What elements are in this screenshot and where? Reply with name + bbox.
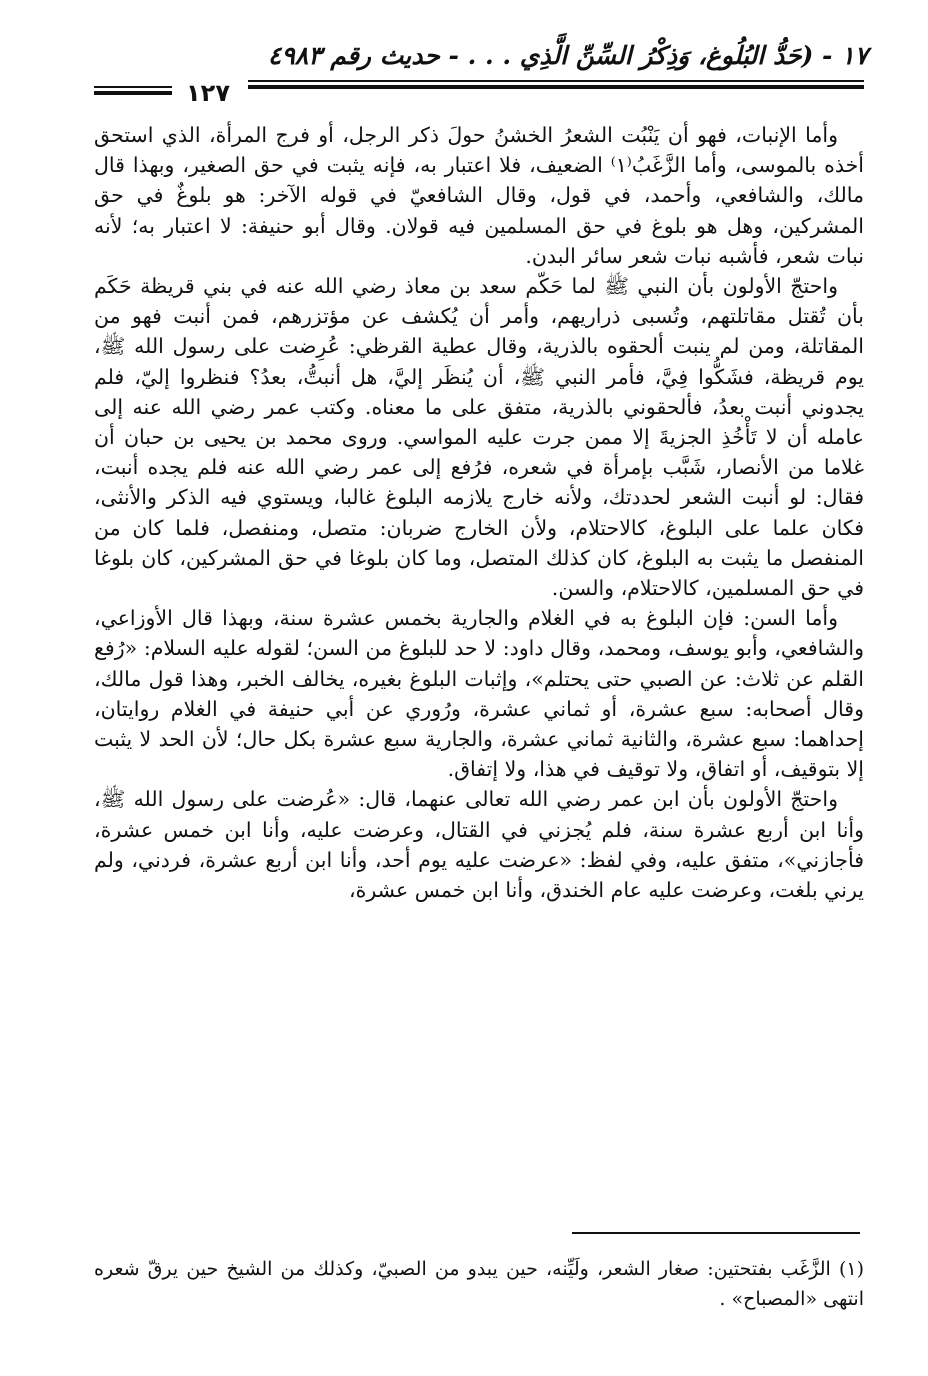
paragraph-1: وأما الإنبات، فهو أن يَنْبُت الشعرُ الخشنُ حولَ ذكر الرجل، أو فرج المرأة، الذي استحق أخذه بالموسى، وأما الزَّغَبُ⁽١⁾ الضعيف، فلا اعتبار به، فإنه يثبت في حق الصغير، وبهذا قال مالك، والشافعي، وأحمد، في قول، وقال الشافعيّ في قوله الآخر: هو بلوغٌ في حق المشركين، وهل هو بلوغ في حق المسلمين فيه قولان. وقال أبو حنيفة: لا اعتبار به؛ لأنه نبات شعر، فأشبه نبات شعر سائر البدن. <box>94 123 864 268</box>
paragraph-2: واحتجّ الأولون بأن النبي ﷺ لما حَكّم سعد بن معاذ رضي الله عنه في بني قريظة حَكَم بأن تُقتل مقاتلتهم، وتُسبى ذراريهم، وأمر أن يُكشف عن مؤتزرهم، فمن أنبت فهو من المقاتلة، ومن لم ينبت ألحقوه بالذرية، وقال عطية القرظي: عُرِضت على رسول الله ﷺ، يوم قريظة، فشَكُّوا فِيَّ، فأمر النبي ﷺ، أن يُنظَر إليَّ، هل أنبتُّ، بعدُ؟ فنظروا إليّ، فلم يجدوني أنبت بعدُ، فألحقوني بالذرية، متفق على ما معناه. وكتب عمر رضي الله عنه إلى عامله أن لا تَأْخُذِ الجزيةَ إلا ممن جرت عليه المواسي. وروى محمد بن يحيى بن حبان أن غلاما من الأنصار، شَبَّب بإمرأة في شعره، فرُفع إلى عمر رضي الله عنه فلم يجده أنبت، فقال: لو أنبت الشعر لحددتك، ولأنه خارج يلازمه البلوغ غالبا، ويستوي فيه الذكر والأنثى، فكان علما على البلوغ، كالاحتلام، ولأن الخارج ضربان: متصل، ومنفصل، فلما كان من المنفصل ما يثبت به البلوغ، كان كذلك المتصل، وما كان بلوغا في حق المشركين، كان بلوغا في حق المسلمين، كالاحتلام، والسن. <box>94 274 864 601</box>
footnote-separator <box>572 1232 860 1234</box>
paragraph-3: وأما السن: فإن البلوغ به في الغلام والجارية بخمس عشرة سنة، وبهذا قال الأوزاعي، والشافعي، وأبو يوسف، ومحمد، وقال داود: لا حد للبلوغ من السن؛ لقوله عليه السلام: «رُفع القلم عن ثلاث: عن الصبي حتى يحتلم»، وإثبات البلوغ بغيره، يخالف الخبر، وهذا قول مالك، وقال أصحابه: سبع عشرة، أو ثماني عشرة، ورُوري عن أبي حنيفة في الغلام روايتان، إحداهما: سبع عشرة، والثانية ثماني عشرة، والجارية سبع عشرة بكل حال؛ لأن الحد لا يثبت إلا بتوقيف، أو اتفاق، ولا توقيف في هذا، ولا إتفاق. <box>94 606 864 782</box>
main-text <box>94 120 864 905</box>
running-header-title: ١٧ - (حَدُّ البُلُوغ، وَذِكْرُ السِّنِّ الَّذِي . . . - حديث رقم ٤٩٨٣ <box>267 41 868 70</box>
page-number-rule <box>94 86 172 95</box>
page-number: ١٢٧ <box>186 79 230 107</box>
footnote-block <box>94 1254 864 1314</box>
paragraph-4: واحتجّ الأولون بأن ابن عمر رضي الله تعالى عنهما، قال: «عُرضت على رسول الله ﷺ، وأنا ابن أربع عشرة سنة، فلم يُجزني في القتال، وعرضت عليه، وأنا ابن خمس عشرة، فأجازني»، متفق عليه، وفي لفظ: «عرضت عليه يوم أحد، وأنا ابن أربع عشرة، فردني، ولم يرني بلغت، وعرضت عليه عام الخندق، وأنا ابن خمس عشرة، <box>94 787 864 903</box>
footnote-1: (١) الزَّغَب بفتحتين: صغار الشعر، ولَيِّنه، حين يبدو من الصبيّ، وكذلك من الشيخ حين يرقّ شعره انتهى «المصباح» . <box>94 1258 864 1310</box>
header-rule <box>248 80 864 89</box>
